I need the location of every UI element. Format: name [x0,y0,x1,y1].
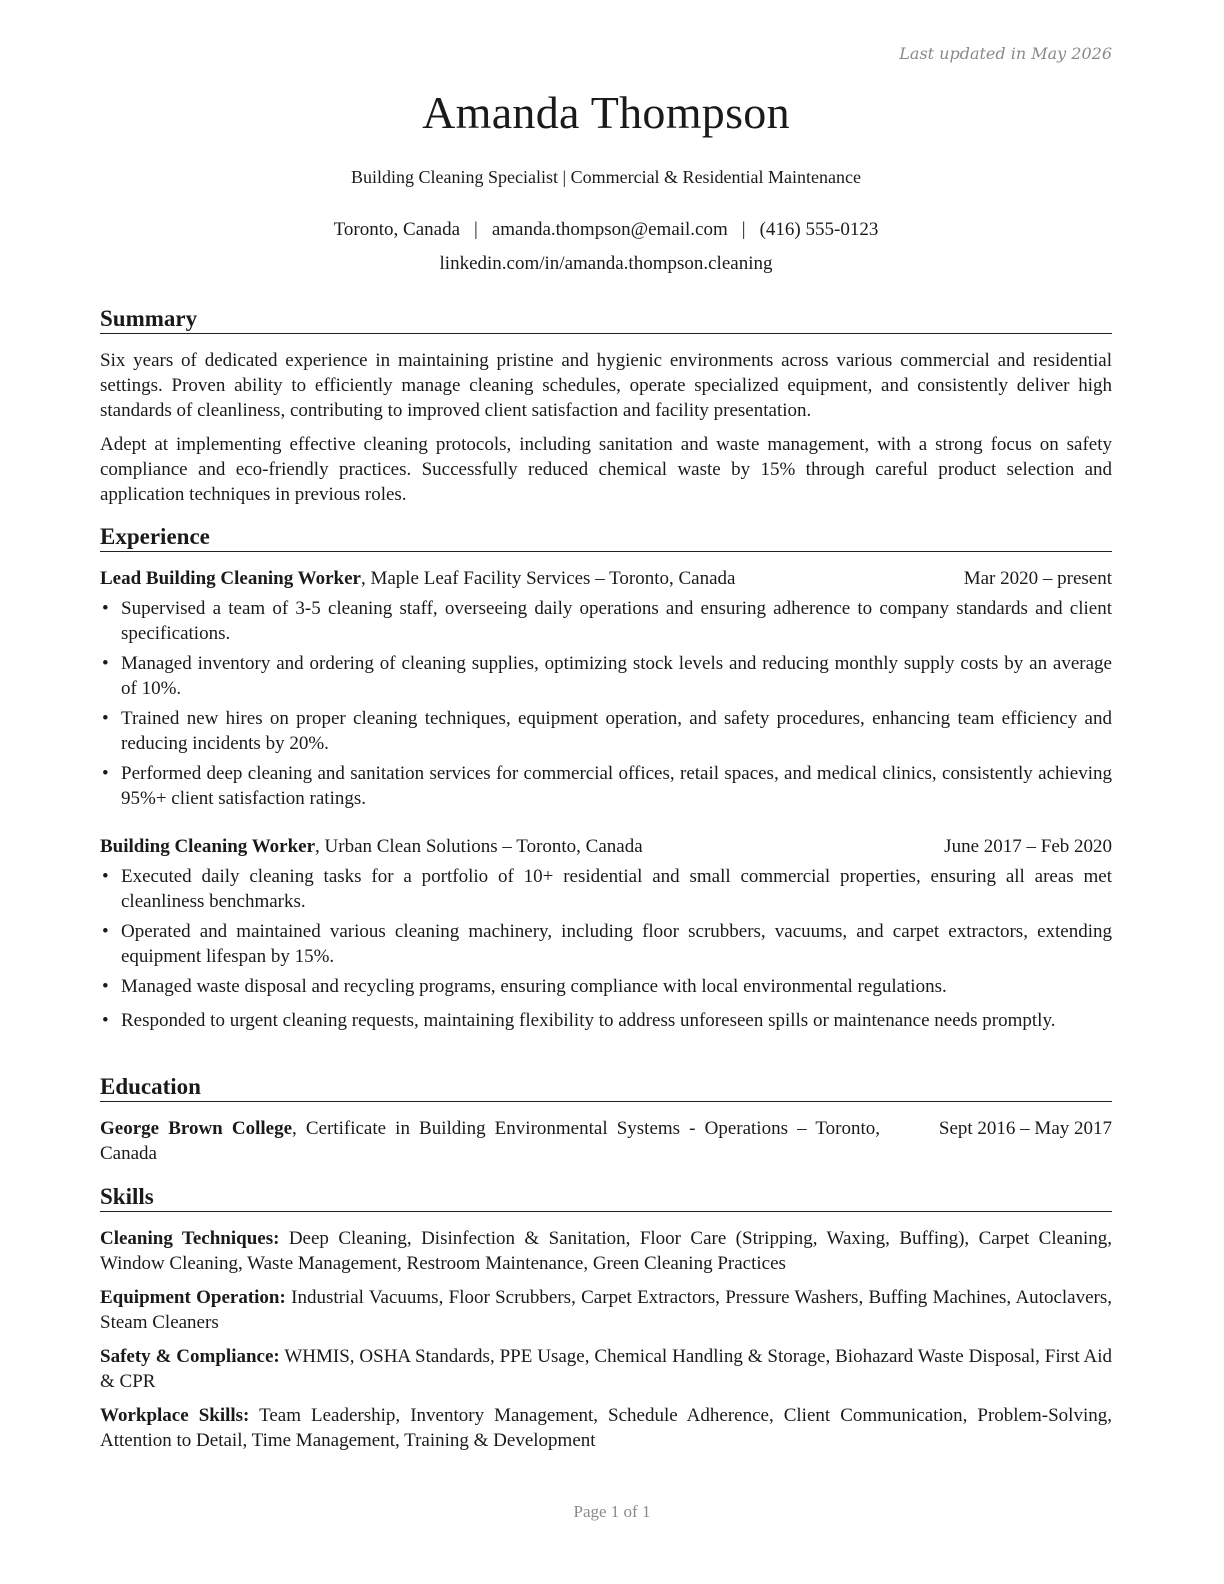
list-item: • Trained new hires on proper cleaning techniques, equipment operation, and safety procedures, enhancing team efficiency and reducing incidents by 20%. [100,706,1112,756]
job-header [100,834,1112,859]
last-updated: Last updated in May 2026 [899,44,1112,63]
skill-label: Cleaning Techniques: [100,1228,280,1249]
section-title-experience: Experience [100,524,1112,552]
skill-group [100,1226,1112,1276]
contact-line [100,219,1112,241]
linkedin-link[interactable]: linkedin.com/in/amanda.thompson.cleaning [439,253,773,274]
contact-separator: | [474,219,478,240]
job-bullets [100,864,1112,1038]
skill-values: Deep Cleaning, Disinfection & Sanitation, Floor Care (Stripping, Waxing, Buffing), Carpet Cleaning, Window Cleaning, Waste Management, Restroom Maintenance, Green Cleaning Practices [100,1228,1112,1274]
skill-values: Industrial Vacuums, Floor Scrubbers, Carpet Extractors, Pressure Washers, Buffing Machines, Autoclavers, Steam Cleaners [100,1287,1112,1333]
summary-paragraph: Adept at implementing effective cleaning protocols, including sanitation and waste management, with a strong focus on safety compliance and eco-friendly practices. Successfully reduced chemical waste by 15% through careful product selection and application techniques in previous roles. [100,434,1112,505]
list-item: • Executed daily cleaning tasks for a portfolio of 10+ residential and small commercial properties, ensuring all areas met cleanliness benchmarks. [100,864,1112,914]
section-title-summary: Summary [100,306,1112,334]
list-item: • Responded to urgent cleaning requests, maintaining flexibility to address unforeseen spills or maintenance needs promptly. [100,1008,1112,1033]
skill-label: Equipment Operation: [100,1287,286,1308]
candidate-name: Amanda Thompson [422,87,790,138]
job-org: , Maple Leaf Facility Services – Toronto, Canada [360,568,736,589]
email-link[interactable]: amanda.thompson@email.com [491,219,728,240]
skill-label: Safety & Compliance: [100,1346,280,1367]
skill-values: Team Leadership, Inventory Management, Schedule Adherence, Client Communication, Problem-Solving, Attention to Detail, Time Management, Training & Development [100,1405,1112,1451]
job-bullets [100,596,1112,816]
job-dates: Mar 2020 – present [963,568,1112,589]
job-role: Building Cleaning Worker [100,836,316,857]
list-item: • Operated and maintained various cleaning machinery, including floor scrubbers, vacuums, and carpet extractors, extending equipment lifespan by 15%. [100,919,1112,969]
section-title-education: Education [100,1074,1112,1102]
job-org: , Urban Clean Solutions – Toronto, Canada [315,836,643,857]
location: Toronto, Canada [333,219,461,240]
education-dates: Sept 2016 – May 2017 [938,1118,1112,1139]
phone: (416) 555-0123 [759,219,879,240]
program: , Certificate in Building Environmental Systems - Operations – Toronto, Canada [100,1118,880,1164]
list-item: • Managed waste disposal and recycling programs, ensuring compliance with local environmental regulations. [100,974,1112,999]
list-item: • Performed deep cleaning and sanitation services for commercial offices, retail spaces, and medical clinics, consistently achieving 95%+ client satisfaction ratings. [100,761,1112,811]
summary-paragraph: Six years of dedicated experience in maintaining pristine and hygienic environments across various commercial and residential settings. Proven ability to efficiently manage cleaning schedules, operate specialized equipment, and consistently deliver high standards of cleanliness, contributing to improved client satisfaction and facility presentation. [100,350,1112,421]
skill-group [100,1344,1112,1394]
page-number: Page 1 of 1 [573,1502,651,1521]
education-entry [100,1116,1112,1166]
section-title-skills: Skills [100,1184,1112,1212]
list-item: • Supervised a team of 3-5 cleaning staff, overseeing daily operations and ensuring adherence to company standards and client specifications. [100,596,1112,646]
job-role: Lead Building Cleaning Worker [100,568,361,589]
contact-separator: | [741,219,746,240]
skill-group [100,1285,1112,1335]
tagline: Building Cleaning Specialist | Commercial & Residential Maintenance [351,167,861,187]
skill-label: Workplace Skills: [100,1405,250,1426]
list-item: • Managed inventory and ordering of cleaning supplies, optimizing stock levels and reducing monthly supply costs by an average of 10%. [100,651,1112,701]
school-name: George Brown College [100,1118,293,1139]
job-header [100,566,1112,591]
skill-values: WHMIS, OSHA Standards, PPE Usage, Chemical Handling & Storage, Biohazard Waste Disposal, First Aid & CPR [100,1346,1112,1392]
skill-group [100,1403,1112,1453]
job-dates: June 2017 – Feb 2020 [944,836,1112,857]
